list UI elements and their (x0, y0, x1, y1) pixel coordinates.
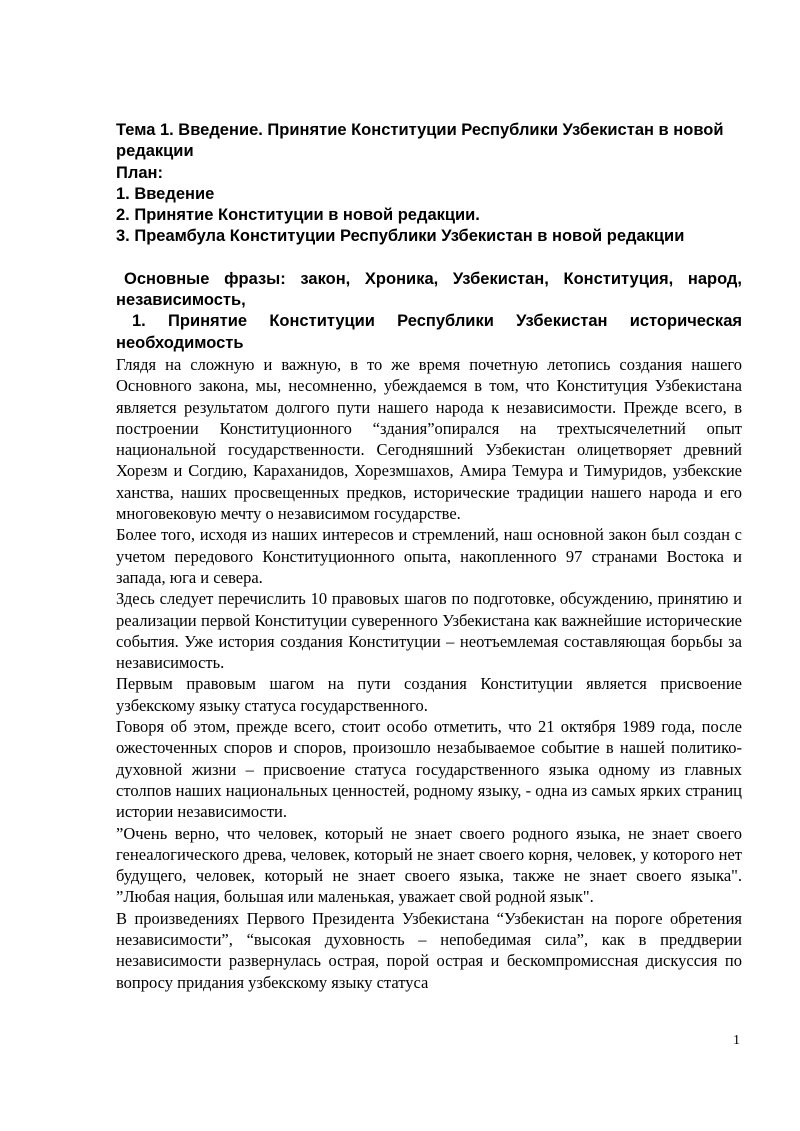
paragraph: Более того, исходя из наших интересов и стремлений, наш основной закон был создан с учетом передового Конституционного опыта, накопленного 97 странами Востока и запада, юга и севера. (116, 525, 742, 587)
plan-item: 3. Преамбула Конституции Республики Узбекистан в новой редакции (116, 227, 685, 246)
plan-item: 1. Введение (116, 184, 215, 203)
paragraph: Говоря об этом, прежде всего, стоит особо отметить, что 21 октября 1989 года, после ожесточенных споров и споров, произошло незабываемое событие в нашей политико-духовной жизни – присвоение статуса государственного языка одному из главных столпов наших национальных ценностей, родному языку, - одна из самых ярких страниц истории независимости. (116, 717, 742, 822)
paragraph: Здесь следует перечислить 10 правовых шагов по подготовке, обсуждению, принятию и реализации первой Конституции суверенного Узбекистана как важнейшие исторические события. Уже история создания Конституции – неотъемлемая составляющая борьбы за независимость. (116, 589, 742, 673)
paragraph: Глядя на сложную и важную, в то же время почетную летопись создания нашего Основного закона, мы, несомненно, убеждаемся в том, что Конституция Узбекистана является результатом долгого пути нашего народа к независимости. Прежде всего, в построении Конституционного “здания”опирался на трехтысячелетний опыт национальной государственности. Сегодняшний Узбекистан олицетворяет древний Хорезм и Согдию, Караханидов, Хорезмшахов, Амира Темура и Тимуридов, узбекские ханства, наших просвещенных предков, исторические традиции нашего народа и его многовековую мечту о независимом государстве. (116, 354, 742, 524)
key-phrases: Основные фразы: закон, Хроника, Узбекистан, Конституция, народ, независимость, (116, 269, 742, 310)
spacer (116, 248, 742, 269)
document-body (116, 120, 742, 993)
paragraph: ”Очень верно, что человек, который не знает своего родного языка, не знает своего генеалогического древа, человек, который не знает своего корня, человек, у которого нет будущего, человек, который не знает своего языка, также не знает своего языка". ”Любая нация, большая или маленькая, уважает свой родной язык". (116, 823, 742, 907)
section-heading: 1. Принятие Конституции Республики Узбекистан историческая необходимость (116, 312, 742, 352)
page-title: Тема 1. Введение. Принятие Конституции Республики Узбекистан в новой редакции (116, 121, 724, 161)
page-number: 1 (733, 1033, 740, 1048)
paragraph: Первым правовым шагом на пути создания Конституции является присвоение узбекскому языку статуса государственного. (116, 674, 742, 715)
plan-item: 2. Принятие Конституции в новой редакции. (116, 206, 480, 225)
plan-label: План: (116, 163, 163, 182)
paragraph: В произведениях Первого Президента Узбекистана “Узбекистан на пороге обретения независимости”, “высокая духовность – непобедимая сила”, как в преддверии независимости развернулась острая, порой острая и бескомпромиссная дискуссия по вопросу придания узбекскому языку статуса (116, 908, 742, 992)
